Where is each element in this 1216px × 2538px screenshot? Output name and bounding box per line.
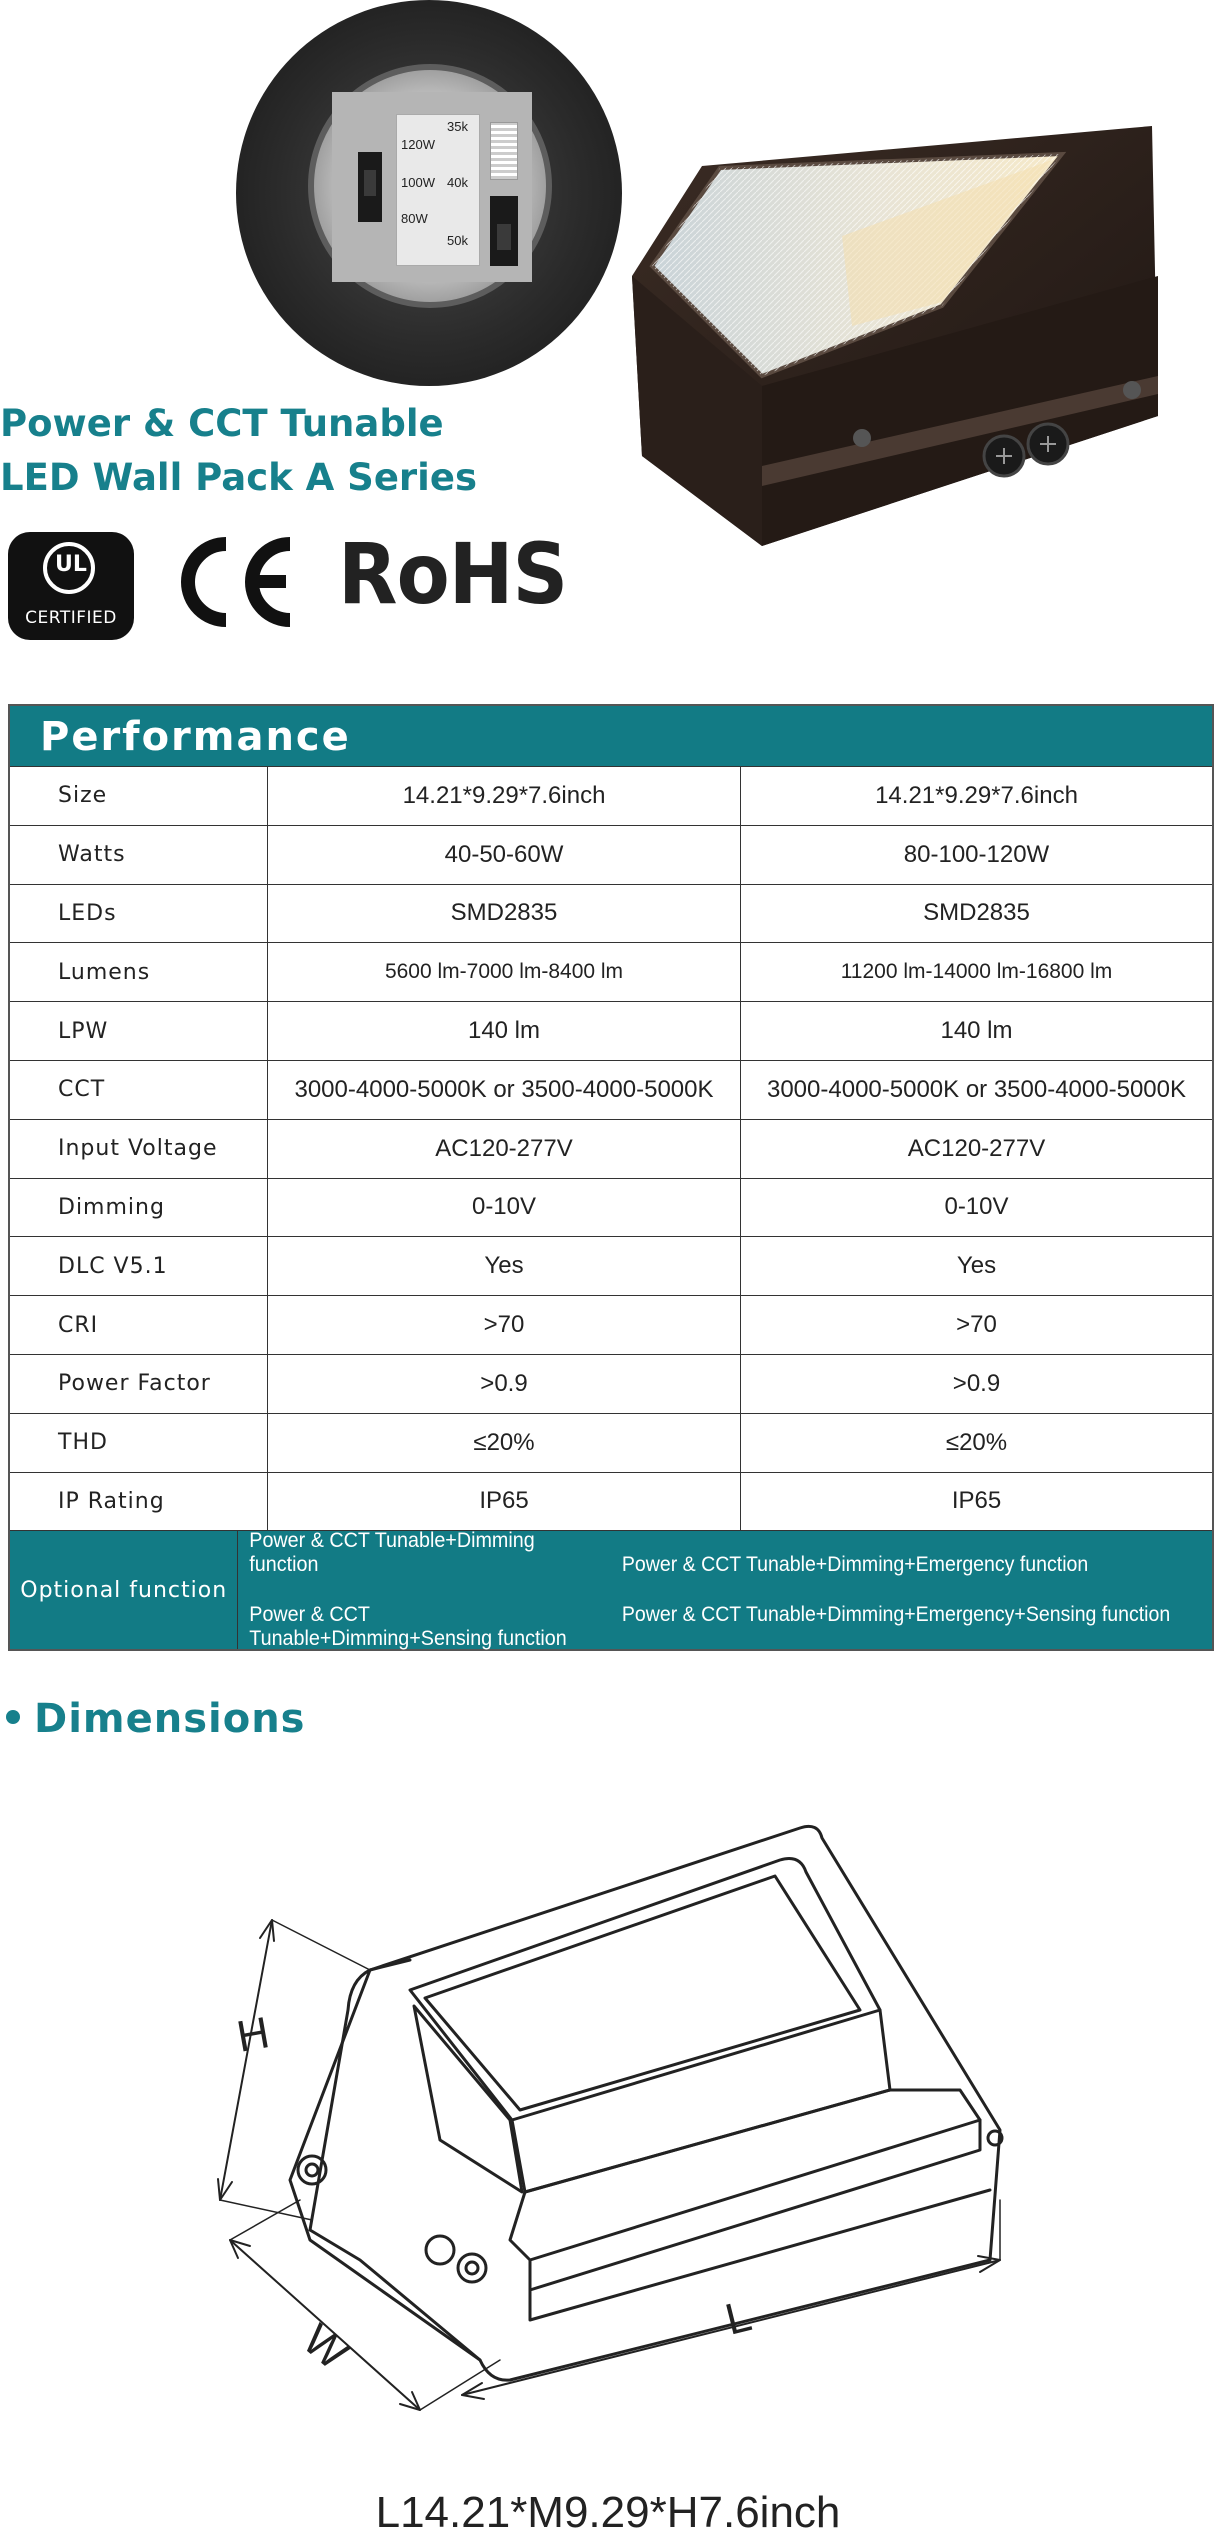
table-row [10, 1119, 1212, 1178]
row-label: IP Rating [10, 1473, 268, 1531]
row-label: THD [10, 1414, 268, 1472]
ce-logo [174, 530, 300, 634]
table-row [10, 1295, 1212, 1354]
performance-heading: Performance [10, 706, 1212, 766]
label-80w: 80W [401, 211, 428, 226]
dimension-line-drawing [200, 1820, 1020, 2420]
table-row [10, 1001, 1212, 1060]
table-row [10, 825, 1212, 884]
table-row [10, 1354, 1212, 1413]
row-value-a: AC120-277V [268, 1120, 741, 1178]
ul-certified-text: CERTIFIED [25, 608, 117, 628]
row-value-b: SMD2835 [923, 899, 1030, 927]
bullet-dot [6, 1710, 20, 1724]
row-label: CCT [10, 1061, 268, 1119]
label-120w: 120W [401, 137, 435, 152]
switch-closeup-photo [236, 0, 622, 386]
toggle-switch [490, 196, 518, 266]
row-value-a: 0-10V [268, 1179, 741, 1237]
optional-function-row [10, 1530, 1212, 1649]
row-label: CRI [10, 1296, 268, 1354]
row-value-a: 40-50-60W [268, 826, 741, 884]
width-label: W [293, 2315, 357, 2380]
table-row [10, 766, 1212, 825]
row-value-b: 140 lm [940, 1017, 1013, 1045]
optional-function-a [238, 1531, 597, 1649]
row-value-b: Yes [956, 1252, 997, 1280]
row-value-a: ≤20% [268, 1414, 741, 1472]
switch-label-card [396, 114, 480, 266]
label-40k: 40k [447, 175, 468, 190]
row-value-a: Yes [268, 1237, 741, 1295]
row-value-b: >0.9 [952, 1369, 1001, 1397]
row-label: Dimming [10, 1179, 268, 1237]
wall-pack-product-photo [612, 126, 1158, 546]
table-row [10, 884, 1212, 943]
row-label: Lumens [10, 943, 268, 1001]
optional-b-line-2: Power & CCT Tunable+Dimming+Emergency+Sensing function [622, 1603, 1171, 1627]
row-value-b: 3000-4000-5000K or 3500-4000-5000K [766, 1075, 1186, 1103]
cct-switch [490, 122, 518, 180]
row-value-a: SMD2835 [268, 885, 741, 943]
product-title-line-1: Power & CCT Tunable [0, 402, 444, 445]
row-value-b: 14.21*9.29*7.6inch [875, 781, 1078, 809]
performance-table [8, 704, 1214, 1651]
dimensions-caption: L14.21*M9.29*H7.6inch [375, 2488, 841, 2537]
row-value-b: ≤20% [945, 1428, 1008, 1456]
optional-b-line-1: Power & CCT Tunable+Dimming+Emergency function [622, 1553, 1089, 1577]
row-label: Power Factor [10, 1355, 268, 1413]
ul-certified-logo [8, 532, 134, 640]
row-value-b: >70 [956, 1311, 997, 1339]
row-value-b: 11200 lm-14000 lm-16800 lm [840, 960, 1113, 984]
table-row [10, 1413, 1212, 1472]
row-value-a: 3000-4000-5000K or 3500-4000-5000K [268, 1061, 741, 1119]
product-title-line-2: LED Wall Pack A Series [0, 456, 477, 499]
label-100w: 100W [401, 175, 435, 190]
height-label: H [233, 2008, 274, 2062]
row-value-a: >70 [268, 1296, 741, 1354]
table-row [10, 1236, 1212, 1295]
label-50k: 50k [447, 233, 468, 248]
table-row [10, 1060, 1212, 1119]
row-value-b: 80-100-120W [903, 840, 1050, 868]
rohs-logo: RoHS [338, 525, 568, 623]
row-value-a: 5600 lm-7000 lm-8400 lm [268, 943, 741, 1001]
row-value-b: IP65 [951, 1487, 1002, 1515]
table-row [10, 1178, 1212, 1237]
optional-function-label: Optional function [10, 1531, 238, 1649]
table-row [10, 1472, 1212, 1531]
row-value-b: AC120-277V [907, 1134, 1046, 1162]
length-label: L [720, 2291, 757, 2345]
optional-a-line-2: Power & CCT Tunable+Dimming+Sensing function [249, 1603, 568, 1651]
label-35k: 35k [447, 119, 468, 134]
row-value-a: >0.9 [268, 1355, 741, 1413]
row-label: LPW [10, 1002, 268, 1060]
optional-function-b [620, 1531, 1170, 1649]
row-value-a: 140 lm [268, 1002, 741, 1060]
row-value-a: 14.21*9.29*7.6inch [268, 767, 741, 825]
table-row [10, 942, 1212, 1001]
row-label: LEDs [10, 885, 268, 943]
row-label: Size [10, 767, 268, 825]
row-value-b: 0-10V [944, 1193, 1009, 1221]
dimensions-heading-text: Dimensions [34, 1696, 306, 1742]
optional-a-line-1: Power & CCT Tunable+Dimming function [249, 1529, 536, 1577]
row-label: Watts [10, 826, 268, 884]
dimensions-heading [6, 1696, 305, 1742]
wattage-switch [358, 152, 382, 222]
row-label: DLC V5.1 [10, 1237, 268, 1295]
row-value-a: IP65 [268, 1473, 741, 1531]
ul-mark-text: UL [55, 552, 87, 577]
row-label: Input Voltage [10, 1120, 268, 1178]
